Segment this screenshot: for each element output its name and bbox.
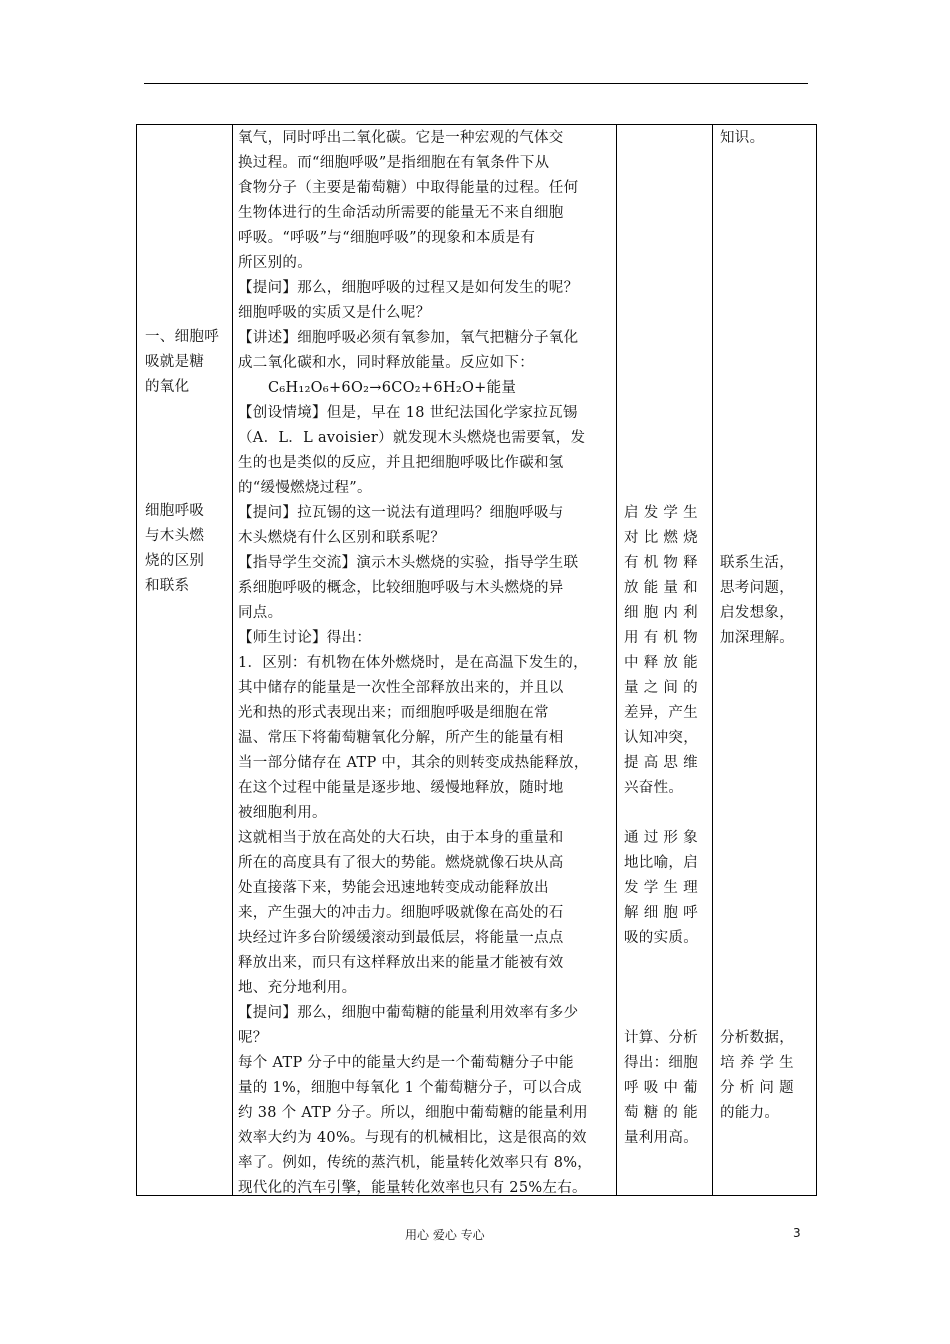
text-line: 成二氧化碳和水，同时释放能量。反应如下：: [238, 355, 534, 371]
text-line: 换过程。而“细胞呼吸”是指细胞在有氧条件下从: [238, 155, 550, 171]
text-line: 中 释 放 能: [624, 655, 698, 671]
text-line: 吸的实质。: [624, 930, 698, 946]
text-line: 得出：细胞: [624, 1055, 698, 1071]
text-line: 计算、分析: [624, 1030, 698, 1046]
text-line: 分 析 问 题: [720, 1080, 794, 1096]
text-line: 率了。例如，传统的蒸汽机，能量转化效率只有 8%，: [238, 1155, 593, 1171]
text-line: 和联系: [145, 578, 190, 594]
text-line: （A．L．L avoisier）就发现木头燃烧也需要氧，发: [238, 430, 586, 446]
text-line: 【创设情境】但是，早在 18 世纪法国化学家拉瓦锡: [238, 405, 578, 421]
text-line: 1．区别：有机物在体外燃烧时，是在高温下发生的，: [238, 655, 588, 671]
text-line: 有 机 物 释: [624, 555, 698, 571]
text-line: 处直接落下来，势能会迅速地转变成动能释放出: [238, 880, 549, 896]
text-line: 启发想象，: [720, 605, 794, 621]
purpose-note-knowledge: [720, 126, 812, 151]
text-line: 对 比 燃 烧: [624, 530, 698, 546]
text-line: 现代化的汽车引擎，能量转化效率也只有 25%左右。: [238, 1180, 587, 1196]
text-line: 氧气，同时呼出二氧化碳。它是一种宏观的气体交: [238, 130, 564, 146]
paragraph-question-efficiency: [238, 1001, 612, 1051]
text-line: 【提问】拉瓦锡的这一说法有道理吗？细胞呼吸与: [238, 505, 564, 521]
method-note-contrast: [624, 501, 708, 801]
topic-column: [137, 125, 233, 1196]
purpose-note-connect-life: [720, 551, 812, 651]
text-line: 生的也是类似的反应，并且把细胞呼吸比作碳和氢: [238, 455, 564, 471]
paragraph-scenario: [238, 401, 612, 501]
method-note-analogy: [624, 826, 708, 951]
text-line: 效率大约为 40%。与现有的机械相比，这是很高的效: [238, 1130, 587, 1146]
paragraph-analogy: [238, 826, 612, 1001]
text-line: 萄 糖 的 能: [624, 1105, 698, 1121]
purpose-note-analysis: [720, 1026, 812, 1126]
text-line: 释放出来，而只有这样释放出来的能量才能被有效: [238, 955, 564, 971]
text-line: 分析数据，: [720, 1030, 794, 1046]
text-line: 烧的区别: [145, 553, 205, 569]
paragraph-differences: [238, 651, 612, 826]
topic-cellular-respiration: [145, 325, 227, 400]
chemical-equation: C₆H₁₂O₆+6O₂→6CO₂+6H₂O+能量: [268, 380, 517, 396]
text-line: 细胞呼吸的实质又是什么呢？: [238, 305, 431, 321]
text-line: 启 发 学 生: [624, 505, 698, 521]
text-line: 生物体进行的生命活动所需要的能量无不来自细胞: [238, 205, 564, 221]
text-line: 【提问】那么，细胞呼吸的过程又是如何发生的呢？: [238, 280, 579, 296]
method-column: [617, 125, 713, 1196]
text-line: 量 之 间 的: [624, 680, 698, 696]
text-line: 光和热的形式表现出来；而细胞呼吸是细胞在常: [238, 705, 549, 721]
text-line: 加深理解。: [720, 630, 794, 646]
text-line: 吸就是糖: [145, 354, 205, 370]
paragraph-efficiency-calc: [238, 1051, 612, 1201]
footer-slogan: 用心 爱心 专心: [405, 1228, 485, 1242]
text-line: 解 细 胞 呼: [624, 905, 698, 921]
text-line: 被细胞利用。: [238, 805, 327, 821]
text-line: 的氧化: [145, 379, 190, 395]
purpose-column: [713, 125, 817, 1196]
text-line: 用 有 机 物: [624, 630, 698, 646]
text-line: 同点。: [238, 605, 283, 621]
text-line: 这就相当于放在高处的大石块，由于本身的重量和: [238, 830, 564, 846]
text-line: 的“缓慢燃烧过程”。: [238, 480, 372, 496]
text-line: 量利用高。: [624, 1130, 698, 1146]
text-line: 所区别的。: [238, 255, 312, 271]
text-line: 呼 吸 中 葡: [624, 1080, 698, 1096]
text-line: 通 过 形 象: [624, 830, 698, 846]
text-line: 量的 1%，细胞中每氧化 1 个葡萄糖分子，可以合成: [238, 1080, 582, 1096]
text-line: 细 胞 内 利: [624, 605, 698, 621]
text-line: 放 能 量 和: [624, 580, 698, 596]
text-line: 认知冲突，: [624, 730, 698, 746]
text-line: 来，产生强大的冲击力。细胞呼吸就像在高处的石: [238, 905, 564, 921]
paragraph-lecture: [238, 326, 612, 376]
text-line: 一、细胞呼: [145, 329, 219, 345]
text-line: 地、充分地利用。: [238, 980, 357, 996]
text-line: 约 38 个 ATP 分子。所以，细胞中葡萄糖的能量利用: [238, 1105, 588, 1121]
text-line: 木头燃烧有什么区别和联系呢？: [238, 530, 446, 546]
text-line: 系细胞呼吸的概念，比较细胞呼吸与木头燃烧的异: [238, 580, 564, 596]
header-rule: [144, 83, 808, 84]
text-line: 与木头燃: [145, 528, 205, 544]
text-line: 提 高 思 维: [624, 755, 698, 771]
text-line: 当一部分储存在 ATP 中，其余的则转变成热能释放，: [238, 755, 589, 771]
text-line: 培 养 学 生: [720, 1055, 794, 1071]
text-line: 块经过许多台阶缓缓滚动到最低层，将能量一点点: [238, 930, 564, 946]
paragraph-question-process: [238, 276, 612, 326]
text-line: 联系生活，: [720, 555, 794, 571]
text-line: 思考问题，: [720, 580, 794, 596]
text-line: 兴奋性。: [624, 780, 684, 796]
lesson-plan-table: [136, 124, 817, 1196]
text-line: 的能力。: [720, 1105, 780, 1121]
text-line: 差异，产生: [624, 705, 698, 721]
paragraph-discussion: [238, 626, 612, 651]
text-line: 【师生讨论】得出：: [238, 630, 372, 646]
topic-respiration-vs-burning: [145, 499, 227, 599]
text-line: 在这个过程中能量是逐步地、缓慢地释放，随时地: [238, 780, 564, 796]
text-line: 地比喻，启: [624, 855, 698, 871]
text-line: 【指导学生交流】演示木头燃烧的实验，指导学生联: [238, 555, 579, 571]
paragraph-question-lavoisier: [238, 501, 612, 551]
page-number: 3: [793, 1226, 801, 1240]
paragraph-respiration-definition: [238, 126, 612, 276]
text-line: 【提问】那么，细胞中葡萄糖的能量利用效率有多少: [238, 1005, 579, 1021]
text-line: 温、常压下将葡萄糖氧化分解，所产生的能量有相: [238, 730, 564, 746]
text-line: 呼吸。“呼吸”与“细胞呼吸”的现象和本质是有: [238, 230, 536, 246]
method-note-calculation: [624, 1026, 708, 1151]
text-line: 【讲述】细胞呼吸必须有氧参加，氧气把糖分子氧化: [238, 330, 579, 346]
text-line: 所在的高度具有了很大的势能。燃烧就像石块从高: [238, 855, 564, 871]
text-line: 细胞呼吸: [145, 503, 205, 519]
text-line: 其中储存的能量是一次性全部释放出来的，并且以: [238, 680, 564, 696]
content-column: [233, 125, 617, 1196]
paragraph-guide-exchange: [238, 551, 612, 626]
text-line: 呢？: [238, 1030, 268, 1046]
text-line: 知识。: [720, 130, 765, 146]
text-line: 食物分子（主要是葡萄糖）中取得能量的过程。任何: [238, 180, 579, 196]
text-line: 发 学 生 理: [624, 880, 698, 896]
text-line: 每个 ATP 分子中的能量大约是一个葡萄糖分子中能: [238, 1055, 574, 1071]
